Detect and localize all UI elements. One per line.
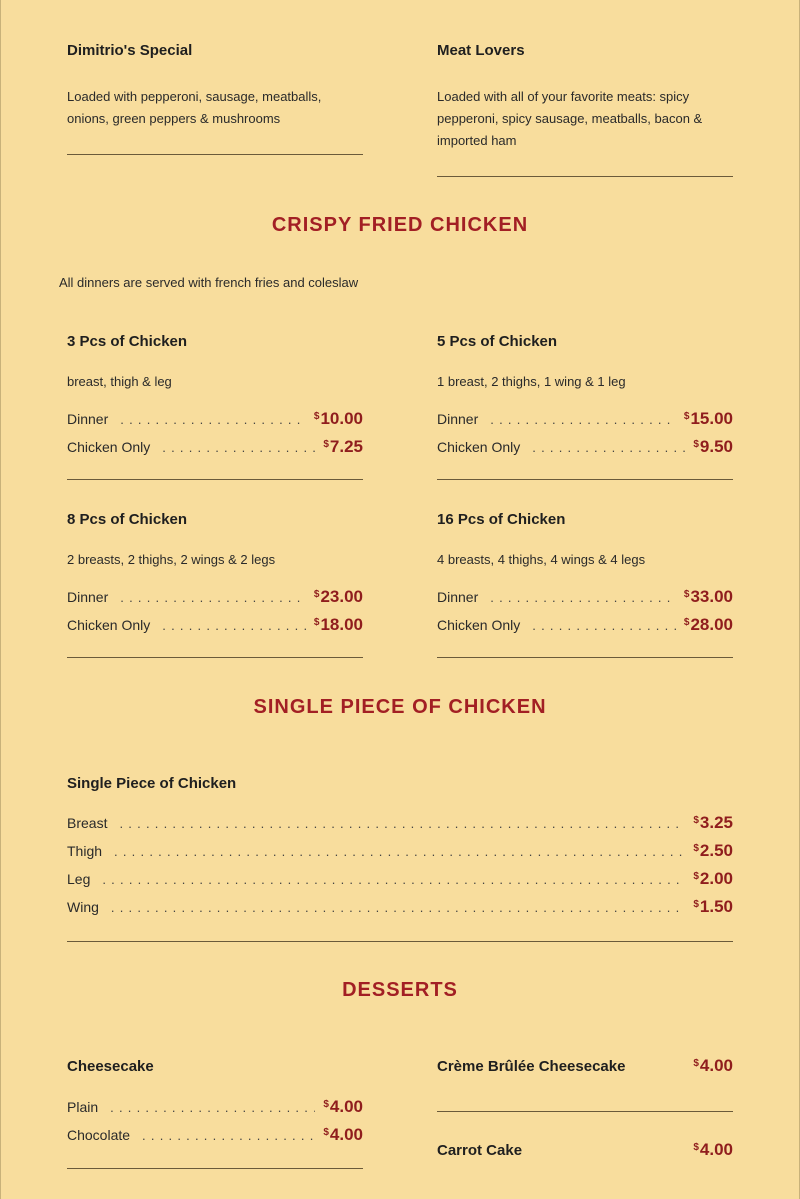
price-label: Chocolate	[67, 1127, 131, 1143]
dot-leader	[532, 440, 685, 455]
menu-item-16-pcs-chicken	[437, 511, 733, 661]
price: $4.00	[323, 1125, 363, 1144]
menu-item-carrot-cake	[437, 1142, 733, 1172]
price-row	[67, 813, 733, 833]
price-row	[67, 409, 363, 429]
price-label: Wing	[67, 899, 99, 915]
price: $15.00	[683, 409, 733, 428]
price-label: Dinner	[67, 411, 109, 427]
price: $23.00	[313, 587, 363, 606]
item-description: 1 breast, 2 thighs, 1 wing & 1 leg	[437, 374, 626, 389]
price-label: Dinner	[437, 411, 479, 427]
section-note: All dinners are served with french fries and coleslaw	[59, 275, 359, 290]
dot-leader	[490, 590, 676, 605]
divider	[67, 154, 363, 155]
menu-item-dimitrios-special	[67, 42, 363, 130]
price-label: Chicken Only	[437, 617, 521, 633]
item-title: Crème Brûlée Cheesecake	[437, 1058, 626, 1075]
menu-item-meat-lovers	[437, 42, 733, 152]
item-title: 8 Pcs of Chicken	[67, 511, 188, 528]
price-row	[67, 897, 733, 917]
dot-leader	[162, 618, 306, 633]
price: $4.00	[693, 1140, 733, 1159]
divider	[437, 657, 733, 658]
price-row	[67, 1097, 363, 1117]
dot-leader	[114, 844, 685, 859]
divider	[67, 941, 733, 942]
dot-leader	[532, 618, 676, 633]
price-row	[67, 587, 363, 607]
price: $1.50	[693, 897, 733, 916]
menu-item-cheesecake	[67, 1058, 363, 1173]
price: $9.50	[693, 437, 733, 456]
divider	[67, 479, 363, 480]
price: $7.25	[323, 437, 363, 456]
dot-leader	[120, 412, 306, 427]
price-label: Plain	[67, 1099, 99, 1115]
price-row	[437, 587, 733, 607]
section-heading-desserts: DESSERTS	[342, 979, 458, 1001]
price-row	[437, 409, 733, 429]
price-label: Chicken Only	[67, 617, 151, 633]
item-title: Cheesecake	[67, 1058, 154, 1075]
price-label: Dinner	[67, 589, 109, 605]
price-label: Breast	[67, 815, 108, 831]
price-row	[67, 437, 363, 457]
divider	[437, 1111, 733, 1112]
item-description: 4 breasts, 4 thighs, 4 wings & 4 legs	[437, 552, 646, 567]
dot-leader	[142, 1128, 315, 1143]
price-row	[437, 437, 733, 457]
dot-leader	[490, 412, 676, 427]
price-label: Leg	[67, 871, 91, 887]
price: $4.00	[693, 1056, 733, 1075]
dot-leader	[102, 872, 685, 887]
price-row	[67, 615, 363, 635]
dot-leader	[120, 590, 306, 605]
menu-item-8-pcs-chicken	[67, 511, 363, 661]
divider	[437, 479, 733, 480]
divider	[437, 176, 733, 177]
price: $18.00	[313, 615, 363, 634]
price-row	[67, 1125, 363, 1145]
price: $2.50	[693, 841, 733, 860]
item-title: Single Piece of Chicken	[67, 775, 237, 792]
item-title: 16 Pcs of Chicken	[437, 511, 566, 528]
divider	[67, 657, 363, 658]
price-label: Thigh	[67, 843, 103, 859]
menu-item-creme-brulee-cheesecake	[437, 1058, 733, 1118]
price-label: Dinner	[437, 589, 479, 605]
menu-item-5-pcs-chicken	[437, 333, 733, 483]
item-description: Loaded with pepperoni, sausage, meatballs, onions, green peppers & mushrooms	[67, 89, 322, 126]
item-title: 3 Pcs of Chicken	[67, 333, 188, 350]
dot-leader	[110, 1100, 315, 1115]
menu-item-3-pcs-chicken	[67, 333, 363, 483]
section-heading-fried-chicken: CRISPY FRIED CHICKEN	[271, 214, 529, 236]
dot-leader	[111, 900, 685, 915]
price-row	[67, 869, 733, 889]
item-description: Loaded with all of your favorite meats: spicy pepperoni, spicy sausage, meatballs, bacon & imported ham	[437, 89, 703, 148]
price: $4.00	[323, 1097, 363, 1116]
item-title: Carrot Cake	[437, 1142, 523, 1159]
menu-item-single-piece	[67, 775, 733, 945]
item-title: 5 Pcs of Chicken	[437, 333, 558, 350]
item-title: Dimitrio's Special	[67, 42, 193, 59]
price-label: Chicken Only	[437, 439, 521, 455]
price-row	[437, 615, 733, 635]
price-row	[67, 841, 733, 861]
price: $3.25	[693, 813, 733, 832]
divider	[67, 1168, 363, 1169]
price: $2.00	[693, 869, 733, 888]
item-description: breast, thigh & leg	[67, 374, 172, 389]
item-description: 2 breasts, 2 thighs, 2 wings & 2 legs	[67, 552, 276, 567]
price: $33.00	[683, 587, 733, 606]
section-heading-single-piece: SINGLE PIECE OF CHICKEN	[253, 696, 547, 718]
price-label: Chicken Only	[67, 439, 151, 455]
price: $10.00	[313, 409, 363, 428]
price: $28.00	[683, 615, 733, 634]
item-title: Meat Lovers	[437, 42, 525, 59]
dot-leader	[162, 440, 315, 455]
dot-leader	[119, 816, 685, 831]
